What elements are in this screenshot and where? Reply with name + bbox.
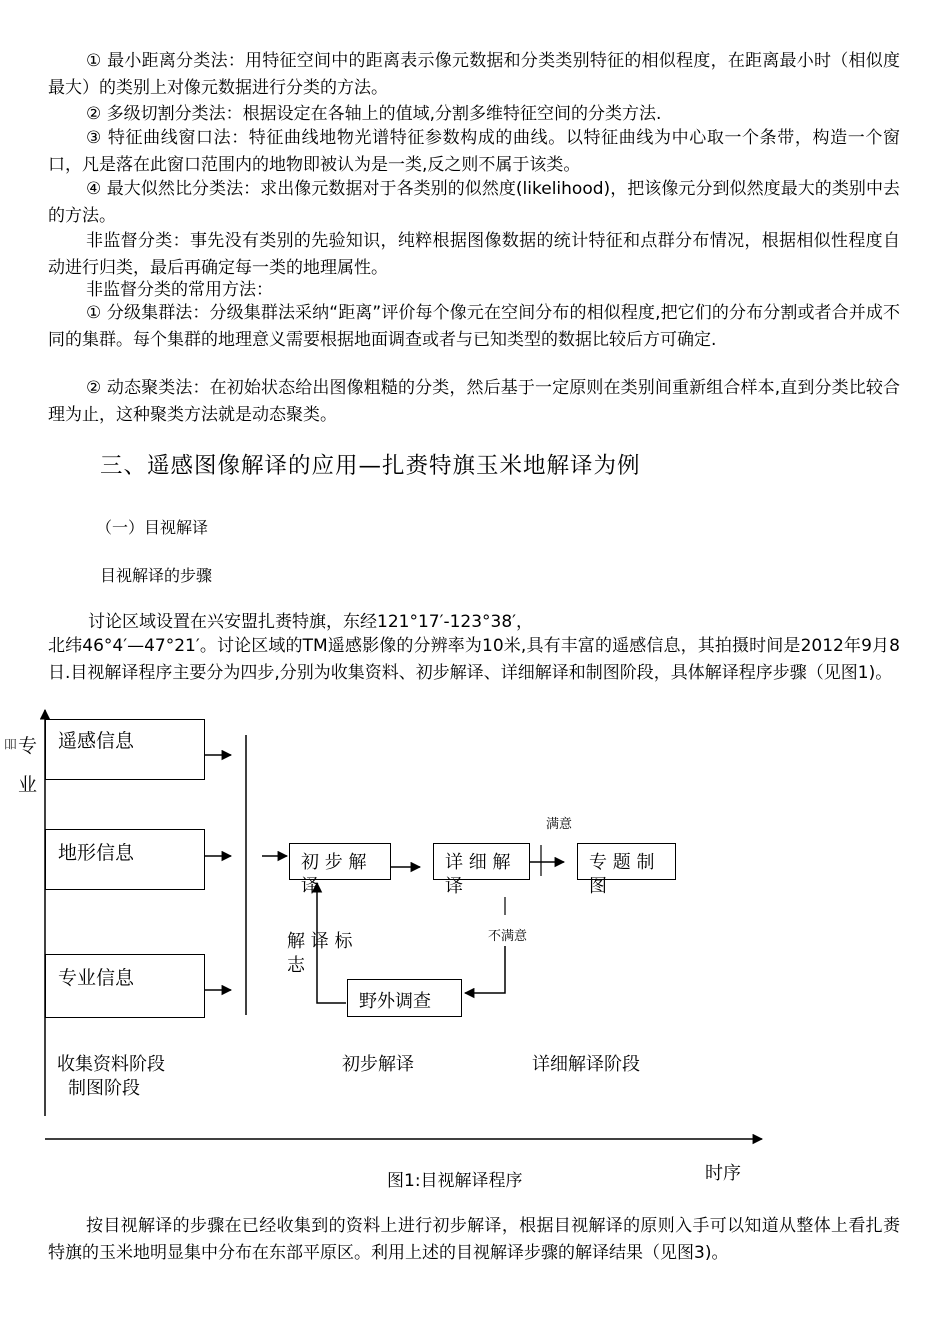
box-initial-label: 初 步 解 译 xyxy=(301,852,367,897)
box-remote-sensing-label: 遥感信息 xyxy=(58,730,135,752)
cut-glyph: 吅 xyxy=(4,738,18,753)
box-detailed-label: 详 细 解 译 xyxy=(445,852,511,897)
intro-paragraph: 北纬46°4′—47°21′。讨论区域的TM遥感影像的分辨率为10米,具有丰富的遥感信息，其拍摄时间是2012年9月8日.目视解译程序主要分为四步,分别为收集资料、初步解译、详细解译和制图阶段，具体解译程序步骤（见图1)。 xyxy=(48,636,900,683)
marker-text-a: 解 译 标 xyxy=(287,931,353,952)
figure-caption: 图1:目视解译程序 xyxy=(387,1171,523,1191)
box-terrain-label: 地形信息 xyxy=(58,842,135,864)
box-mapping-label: 专 题 制 图 xyxy=(589,852,655,897)
paragraph-dynamic-cluster: ② 动态聚类法：在初始状态给出图像粗糙的分类，然后基于一定原则在类别间重新组合样本,直到分类比较合理为止，这种聚类方法就是动态聚类。 xyxy=(48,378,900,425)
box-field-survey xyxy=(347,979,462,1017)
paragraph-min-distance: ① 最小距离分类法：用特征空间中的距离表示像元数据和分类类别特征的相似程度，在距离最小时（相似度最大）的类别上对像元数据进行分类的方法。 xyxy=(48,51,900,98)
paragraph-max-likelihood: ④ 最大似然比分类法：求出像元数据对于各类别的似然度(likelihood)，把该像元分到似然度最大的类别中去的方法。 xyxy=(48,179,900,226)
box-professional-label: 专业信息 xyxy=(58,967,135,989)
paragraph-unsupervised-methods: 非监督分类的常用方法： xyxy=(86,280,273,300)
box-professional xyxy=(45,954,205,1018)
marker-text-b: 志 xyxy=(287,955,305,976)
paragraph-feature-curve: ③ 特征曲线窗口法：特征曲线地物光谱特征参数构成的曲线。以特征曲线为中心取一个条带，构造一个窗口，凡是落在此窗口范围内的地物即被认为是一类,反之则不属于该类。 xyxy=(48,128,900,175)
intro-line-1: 讨论区域设置在兴安盟扎赉特旗，东经121°17′-123°38′， xyxy=(88,612,534,632)
x-axis-label: 时序 xyxy=(705,1163,741,1184)
paragraph-multilevel-cut: ② 多级切割分类法：根据设定在各轴上的值域,分割多维特征空间的分类方法. xyxy=(86,104,662,124)
stage-detailed: 详细解译阶段 xyxy=(532,1054,640,1075)
unsatisfied-label: 不满意 xyxy=(488,929,528,944)
stage-initial: 初步解译 xyxy=(342,1054,414,1075)
box-field-survey-label: 野外调查 xyxy=(359,991,431,1012)
satisfied-label: 满意 xyxy=(546,817,573,832)
section-title: 三、遥感图像解译的应用—扎赉特旗玉米地解译为例 xyxy=(100,453,641,479)
stage-collect: 收集资料阶段 xyxy=(57,1054,165,1075)
subsection-title: （一）目视解译 xyxy=(96,518,209,537)
box-remote-sensing xyxy=(45,719,205,780)
y-axis-label-a: 专 xyxy=(18,735,38,757)
closing-paragraph: 按目视解译的步骤在已经收集到的资料上进行初步解译，根据目视解译的原则入手可以知道从整体上看扎赉特旗的玉米地明显集中分布在东部平原区。利用上述的目视解译步骤的解译结果（见图3)。 xyxy=(48,1216,900,1263)
y-axis-label-b: 业 xyxy=(18,774,38,796)
stage-mapping: 制图阶段 xyxy=(68,1078,140,1099)
steps-heading: 目视解译的步骤 xyxy=(100,566,213,585)
paragraph-unsupervised: 非监督分类：事先没有类别的先验知识，纯粹根据图像数据的统计特征和点群分布情况，根据相似性程度自动进行归类，最后再确定每一类的地理属性。 xyxy=(48,231,900,278)
paragraph-hierarchical-cluster: ① 分级集群法：分级集群法采纳“距离”评价每个像元在空间分布的相似程度,把它们的分布分割或者合并成不同的集群。每个集群的地理意义需要根据地面调查或者与已知类型的数据比较后方可确定. xyxy=(48,303,900,350)
box-terrain xyxy=(45,829,205,890)
